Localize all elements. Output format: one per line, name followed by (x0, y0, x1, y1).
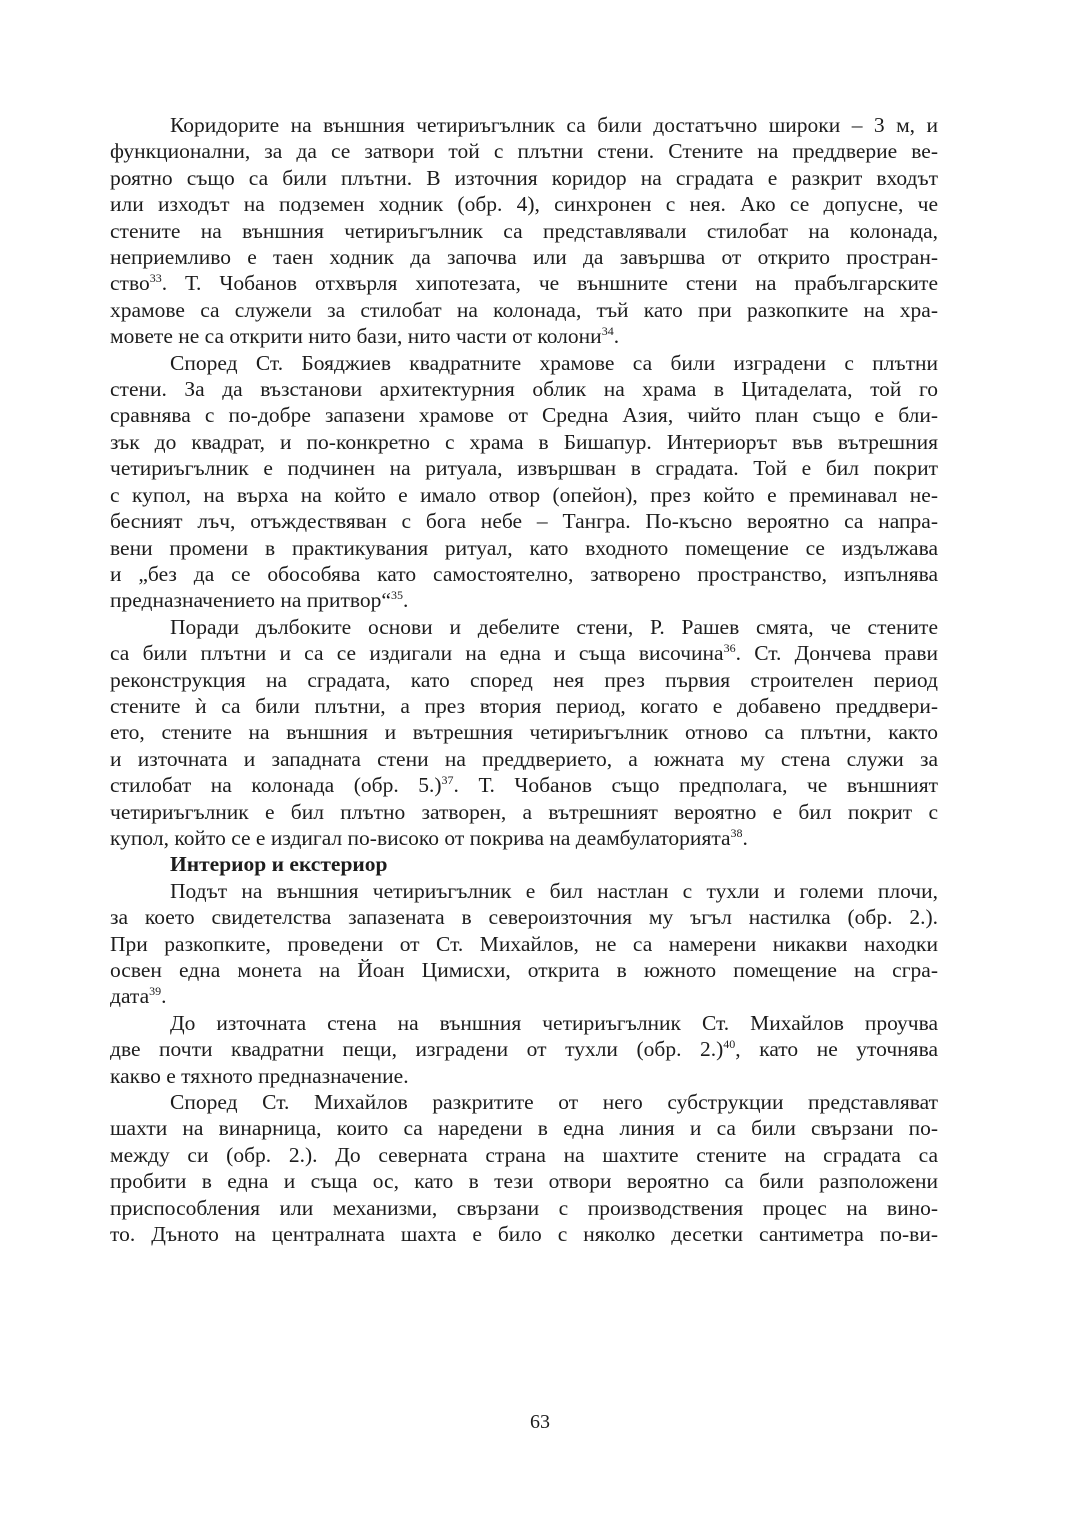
text-line: четириъгълник е подчинен на ритуала, извършван в сградата. Той е бил покрит (110, 456, 938, 481)
footnote-ref: 35 (390, 588, 403, 603)
text-line: зък до квадрат, и по-конкретно с храма в Бишапур. Интериорът във вътрешния (110, 429, 938, 454)
text-line: Според Ст. Михайлов разкритите от него субструкции представляват (170, 1090, 938, 1115)
text-line: освен една монета на Йоан Цимисхи, открита в южното помещение на сгра- (110, 958, 938, 982)
body-text (110, 112, 938, 1247)
text-line: шахти на винарница, които са наредени в една линия и са били свързани по- (110, 1116, 938, 1141)
text-line: купол, който се е издигал по-високо от покрива на деамбулаторията$^{38}$. (110, 825, 748, 850)
text-line: реконструкция на сградата, като според нея през първия строителен период (110, 667, 938, 692)
text-line: стилобат на колонада (обр. 5.)$^{37}$. Т. Чобанов също предполага, че външният (110, 773, 938, 798)
text-line: дата$^{39}$. (110, 984, 167, 1009)
text-line: четириъгълник е бил плътно затворен, а вътрешният вероятно е бил покрит с (110, 799, 938, 824)
text-line: какво е тяхното предназначение. (110, 1063, 409, 1088)
text-line: До източната стена на външния четириъгълник Ст. Михайлов проучва (170, 1010, 938, 1035)
footnote-ref: 40 (723, 1037, 736, 1052)
text-line: то. Дъното на централната шахта е било с няколко десетки сантиметра по-ви- (110, 1222, 938, 1247)
text-line: бесният лъч, отъждествяван с бога небе – Тангра. По-късно вероятно са напра- (110, 509, 938, 534)
paragraph (110, 1089, 938, 1247)
text-line: пробити в една и съща ос, като в тези отвори вероятно са били разположени (110, 1169, 938, 1194)
text-line: стените ѝ са били плътни, а през втория период, когато е добавено преддвери- (110, 693, 938, 718)
text-line: функционални, за да се затвори той с плътни стени. Стените на преддверие ве- (110, 139, 938, 164)
text-line: неприемливо е таен ходник да започва или да завършва от открито простран- (110, 245, 938, 270)
text-line: роятно също са били плътни. В източния коридор на сградата е разкрит входът (110, 165, 938, 190)
text-line: Поради дълбоките основи и дебелите стени, Р. Рашев смята, че стените (170, 614, 938, 639)
text-line: или изходът на подземен ходник (обр. 4), синхронен с нея. Ако се допусне, че (110, 192, 938, 217)
text-line: две почти квадратни пещи, изградени от тухли (обр. 2.)$^{40}$, като не уточнява (110, 1037, 938, 1062)
paragraph (110, 1010, 938, 1089)
footnote-ref: 36 (723, 641, 736, 656)
text-line: мовете не са открити нито бази, нито части от колони$^{34}$. (110, 324, 620, 349)
text-line: вени промени в практикувания ритуал, като входното помещение се издължава (110, 535, 938, 560)
text-line: и източната и западната стени на преддверието, а южната му стена служи за (110, 746, 938, 771)
text-line: приспособления или механизми, свързани с производствения процес на вино- (110, 1195, 938, 1220)
page-number: 63 (530, 1411, 550, 1433)
footnote-ref: 38 (730, 825, 743, 840)
paragraph (110, 878, 938, 1010)
text-line: ство$^{33}$. Т. Чобанов отхвърля хипотезата, че външните стени на прабългарските (110, 271, 938, 296)
text-line: сравнява с по-добре запазени храмове от Средна Азия, чийто план също е бли- (110, 403, 938, 428)
footnote-ref: 34 (601, 324, 614, 339)
text-line: предназначението на притвор“$^{35}$. (110, 588, 409, 613)
text-line: Според Ст. Бояджиев квадратните храмове са били изградени с плътни (170, 350, 938, 375)
text-line: Подът на външния четириъгълник е бил настлан с тухли и големи плочи, (170, 878, 938, 903)
text-line: храмове са служели за стилобат на колонада, тъй като при разкопките на хра- (110, 297, 938, 322)
text-line: Коридорите на външния четириъгълник са били достатъчно широки – 3 м, и (170, 113, 938, 137)
text-line: за което свидетелства запазената в североизточния му ъгъл настилка (обр. 2.). (110, 905, 938, 930)
text-line: с купол, на върха на който е имало отвор (опейон), през който е преминавал не- (110, 482, 938, 507)
text-line: ето, стените на външния и вътрешния четириъгълник отново са плътни, както (110, 720, 938, 745)
text-line: са били плътни и са се издигали на една и съща височина$^{36}$. Ст. Дончева прави (110, 641, 938, 666)
text-line: и „без да се обособява като самостоятелно, затворено пространство, изпълнява (110, 561, 938, 586)
text-line: стените на външния четириъгълник са представлявали стилобат на колонада, (110, 218, 938, 243)
text-line: между си (обр. 2.). До северната страна на шахтите стените на сградата са (110, 1142, 938, 1167)
footnote-ref: 33 (149, 271, 162, 286)
text-line: стени. За да възстанови архитектурния облик на храма в Цитаделата, той го (110, 377, 938, 402)
heading-text: Интериор и екстериор (170, 852, 388, 877)
footnote-ref: 37 (441, 773, 454, 788)
section-heading (110, 851, 938, 877)
text-line: При разкопките, проведени от Ст. Михайлов, не са намерени никакви находки (110, 931, 938, 956)
paragraph (110, 614, 938, 852)
paragraph (110, 350, 938, 614)
paragraph (110, 112, 938, 350)
footnote-ref: 39 (149, 984, 162, 999)
